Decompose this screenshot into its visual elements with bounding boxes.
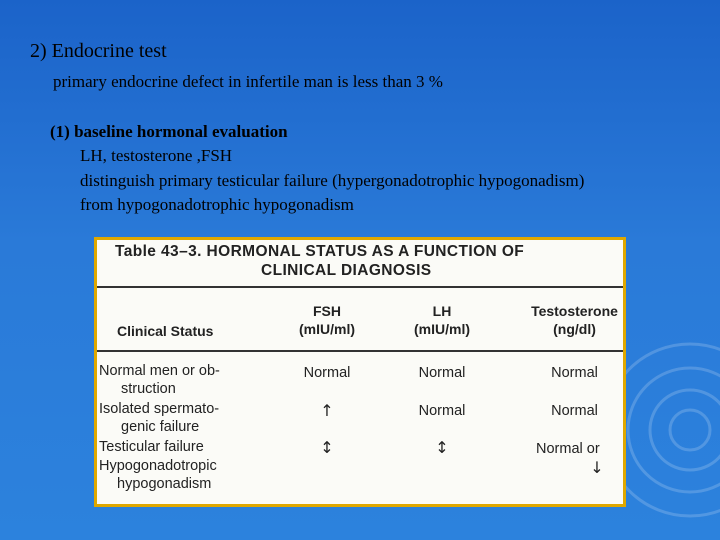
cell-testosterone: Normal — [551, 365, 598, 381]
header-testosterone — [522, 302, 626, 338]
detail-line: distinguish primary testicular failure (hypergonadotrophic hypogonadism) — [80, 171, 585, 190]
header-clinical-status: Clinical Status — [117, 323, 214, 339]
cell-testosterone: Normal — [551, 403, 598, 419]
arrow-up-down-icon: ↕ — [320, 438, 334, 457]
slide-heading: 2) Endocrine test — [30, 40, 167, 62]
row-status-line: Normal men or ob- — [99, 363, 220, 379]
row-status-line: struction — [121, 381, 176, 397]
header-testosterone-unit: (ng/dl) — [553, 321, 596, 337]
header-lh-name: LH — [432, 303, 452, 319]
row-status-line: Isolated spermato- — [99, 401, 220, 417]
header-lh-unit: (mIU/ml) — [414, 321, 470, 337]
sub-heading: (1) baseline hormonal evaluation — [50, 122, 288, 141]
cell-testosterone: Normal or — [536, 441, 600, 457]
row-status-line: hypogonadism — [117, 476, 212, 492]
row-status-testicular-failure — [99, 438, 259, 456]
header-lh — [402, 302, 482, 338]
row-status-line: genic failure — [121, 419, 200, 435]
row-status-line: Hypogonadotropic — [99, 458, 217, 474]
arrow-up-icon: ↑ — [320, 401, 334, 420]
arrow-up-down-icon: ↕ — [435, 438, 449, 457]
detail-line: from hypogonadotrophic hypogonadism — [80, 195, 354, 214]
table-title-line: CLINICAL DIAGNOSIS — [261, 262, 432, 279]
header-fsh-unit: (mIU/ml) — [299, 321, 355, 337]
header-fsh-name: FSH — [313, 303, 341, 319]
row-status-spermatogenic-failure — [99, 400, 259, 436]
row-status-normal-men — [99, 362, 259, 398]
cell-lh: Normal — [418, 403, 466, 419]
row-status-line: Testicular failure — [99, 439, 204, 455]
header-divider — [97, 350, 623, 352]
cell-lh: Normal — [418, 365, 466, 381]
cell-fsh: Normal — [303, 365, 351, 381]
hormonal-status-table — [94, 237, 626, 507]
table-title — [97, 240, 623, 288]
header-testosterone-name: Testosterone — [531, 303, 618, 319]
intro-text: primary endocrine defect in infertile man is less than 3 % — [53, 72, 443, 91]
header-fsh — [287, 302, 367, 338]
arrow-down-icon: ↓ — [590, 458, 604, 477]
detail-line: LH, testosterone ,FSH — [80, 146, 233, 165]
table-title-line: Table 43–3. HORMONAL STATUS AS A FUNCTION OF — [115, 243, 525, 260]
row-status-hypogonadotropic — [99, 457, 259, 493]
